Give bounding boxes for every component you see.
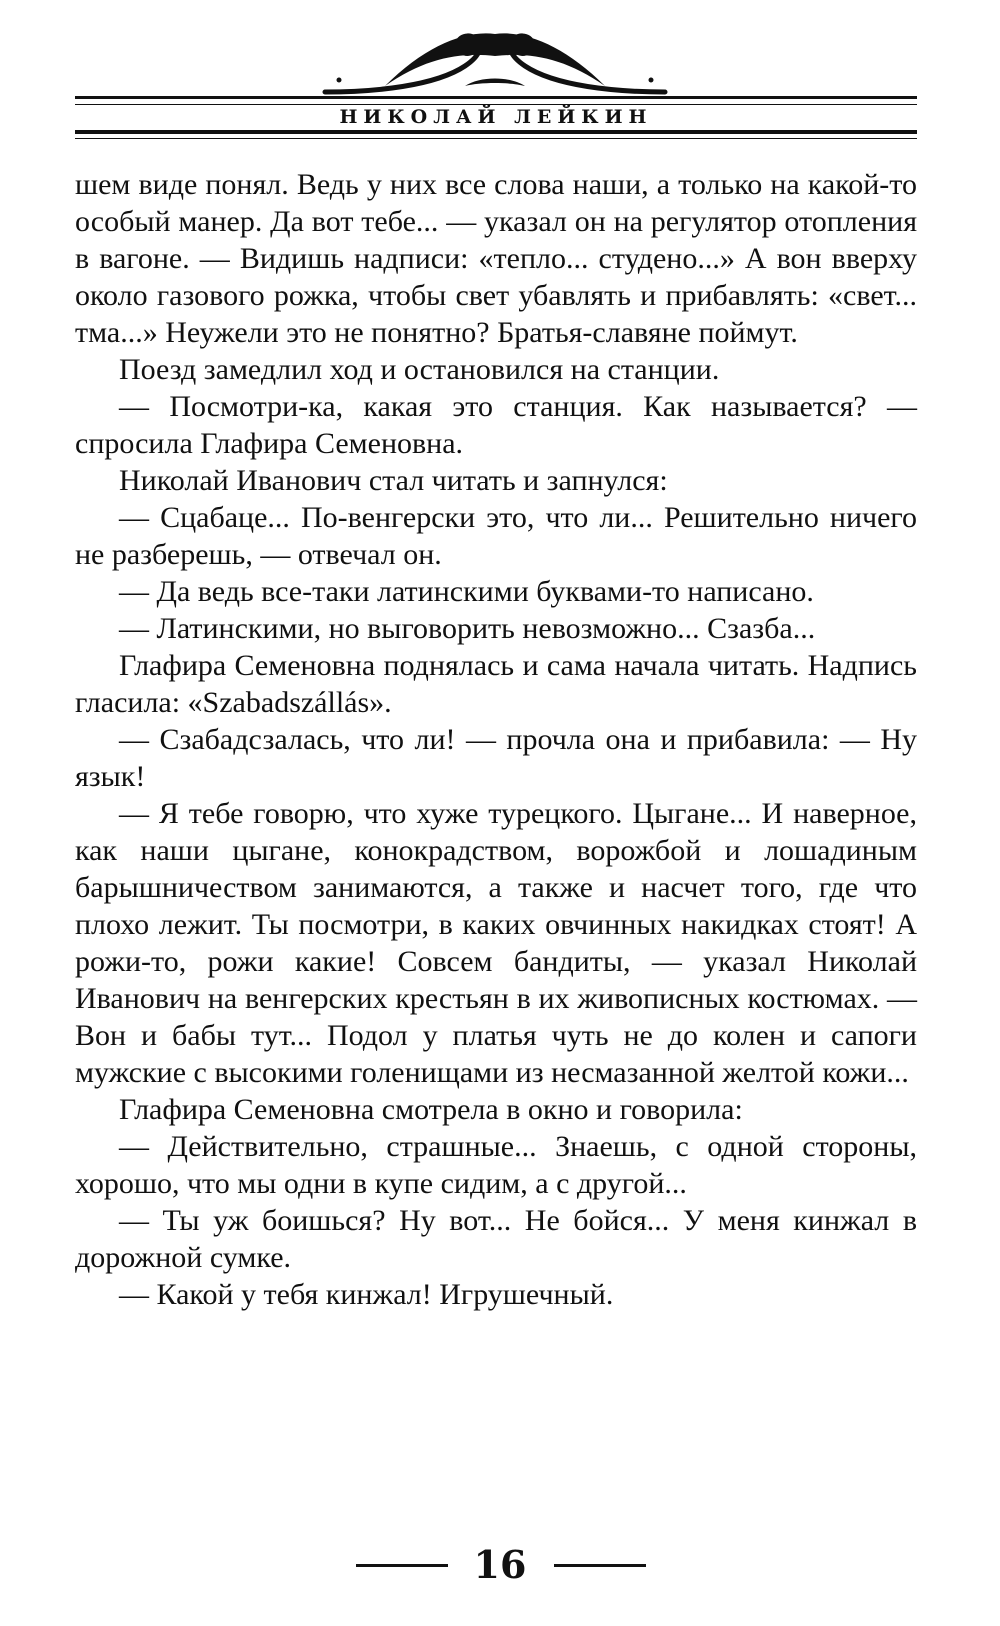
header-rule-bottom-thin — [75, 138, 917, 139]
paragraph: Поезд замедлил ход и остановился на станции. — [119, 353, 720, 386]
paragraph: — Какой у тебя кинжал! Игрушечный. — [119, 1278, 614, 1311]
page-header — [75, 26, 917, 146]
header-rule-bottom-thick — [75, 130, 917, 134]
paragraph: Глафира Семеновна поднялась и сама начала читать. Надпись гласила: «Szabadszállás». — [75, 649, 917, 719]
page-number: 16 — [473, 1542, 527, 1587]
body-text — [75, 166, 917, 1313]
paragraph: — Посмотри-ка, какая это станция. Как называется? — спросила Глафира Семеновна. — [75, 390, 917, 460]
paragraph: шем виде понял. Ведь у них все слова наши, а только на какой-то особый манер. Да вот тебе... — указал он на регулятор отопления в вагоне. — Видишь надписи: «тепло... студено...» А вон вверху около газового рожка, чтобы свет убавлять и прибавлять: «свет... тма...» Неужели это не понятно? Братья-славяне поймут. — [75, 168, 917, 349]
paragraph: — Ты уж боишься? Ну вот... Не бойся... У меня кинжал в дорожной сумке. — [75, 1204, 917, 1274]
header-rule-top-thick — [75, 96, 917, 99]
paragraph: Николай Иванович стал читать и запнулся: — [119, 464, 668, 497]
flourish-ornament-icon — [315, 26, 675, 100]
paragraph: — Сцабаце... По-венгерски это, что ли... Решительно ничего не разберешь, — отвечал он. — [75, 501, 917, 571]
running-head-author: НИКОЛАЙ ЛЕЙКИН — [339, 106, 653, 128]
paragraph: — Я тебе говорю, что хуже турецкого. Цыгане... И наверное, как наши цыгане, конокрадством, ворожбой и лошадиным барышничеством занимаются, а также и насчет того, где что плохо лежит. Ты посмотри, в каких овчинных накидках стоят! А рожи-то, рожи какие! Совсем бандиты, — указал Николай Иванович на венгерских крестьян в их живописных костюмах. — Вон и бабы тут... Подол у платья чуть не до колен и сапоги мужские с высокими голенищами из несмазанной желтой кожи... — [75, 797, 917, 1089]
paragraph: — Латинскими, но выговорить невозможно... Сзазба... — [119, 612, 816, 645]
page-footer — [0, 1540, 1000, 1590]
paragraph: — Действительно, страшные... Знаешь, с одной стороны, хорошо, что мы одни в купе сидим, а с другой... — [75, 1130, 917, 1200]
paragraph: — Да ведь все-таки латинскими буквами-то написано. — [119, 575, 814, 608]
footer-dash-left — [356, 1564, 448, 1567]
paragraph: Глафира Семеновна смотрела в окно и говорила: — [119, 1093, 743, 1126]
paragraph: — Сзабадсзалась, что ли! — прочла она и прибавила: — Ну язык! — [75, 723, 917, 793]
footer-dash-right — [554, 1564, 646, 1567]
